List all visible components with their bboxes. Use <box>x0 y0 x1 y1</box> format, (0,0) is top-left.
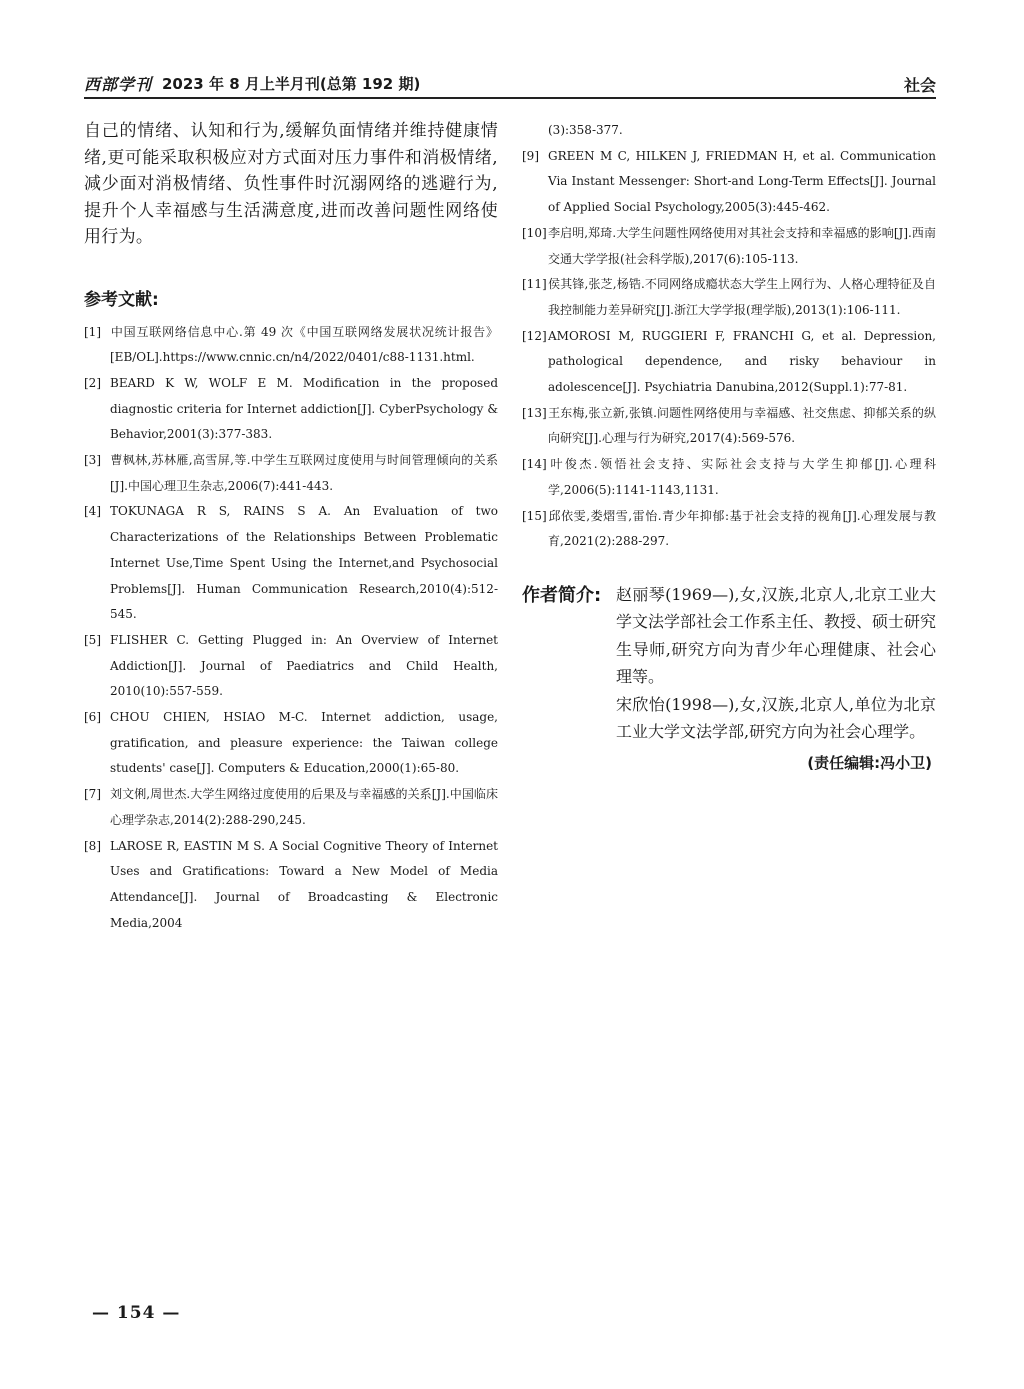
reference-item: [4] TOKUNAGA R S, RAINS S A. An Evaluation of two Characterizations of the Relationships Between Problematic Internet Use,Time Spent Using the Internet,and Psychosocial Problems[J]. Human Communication Research,2010(4):512-545. <box>84 504 498 622</box>
journal-name: 西部学刊 <box>84 75 153 94</box>
page-number: — 154 — <box>92 1303 181 1323</box>
header-divider <box>84 97 936 99</box>
references-list-right <box>522 144 936 555</box>
reference-item: [9] GREEN M C, HILKEN J, FRIEDMAN H, et al. Communication Via Instant Messenger: Short-and Long-Term Effects[J]. Journal of Applied Social Psychology,2005(3):445-462. <box>522 148 936 215</box>
left-column <box>84 118 498 936</box>
reference-item: [13]王东梅,张立新,张镇.问题性网络使用与幸福感、社交焦虑、抑郁关系的纵向研究[J].心理与行为研究,2017(4):569-576. <box>522 405 936 446</box>
reference-item: [5] FLISHER C. Getting Plugged in: An Overview of Internet Addiction[J]. Journal of Paediatrics and Child Health, 2010(10):557-559. <box>84 632 498 699</box>
reference-item: [11]侯其锋,张芝,杨锆.不同网络成瘾状态大学生上网行为、人格心理特征及自我控制能力差异研究[J].浙江大学学报(理学版),2013(1):106-111. <box>522 277 936 317</box>
reference-item: [6] CHOU CHIEN, HSIAO M-C. Internet addiction, usage, gratification, and pleasure experience: the Taiwan college students' case[J]. Computers & Education,2000(1):65-80. <box>84 710 498 776</box>
reference-continuation: (3):358-377. <box>548 123 623 137</box>
author-introduction <box>522 581 936 746</box>
body-paragraph: 自己的情绪、认知和行为,缓解负面情绪并维持健康情绪,更可能采取积极应对方式面对压力事件和消极情绪,减少面对消极情绪、负性事件时沉溺网络的逃避行为,提升个人幸福感与生活满意度,进而改善问题性网络使用行为。 <box>84 121 498 247</box>
references-heading: 参考文献: <box>84 289 159 310</box>
reference-item: [10]李启明,郑琦.大学生问题性网络使用对其社会支持和幸福感的影响[J].西南交通大学学报(社会科学版),2017(6):105-113. <box>522 225 936 266</box>
responsible-editor: (责任编辑:冯小卫) <box>807 753 932 772</box>
section-name: 社会 <box>903 76 936 95</box>
reference-item: [3] 曹枫林,苏林雁,高雪屏,等.中学生互联网过度使用与时间管理倾向的关系[J].中国心理卫生杂志,2006(7):441-443. <box>84 453 498 493</box>
page-header <box>84 70 936 100</box>
issue-info: 2023 年 8 月上半月刊(总第 192 期) <box>162 75 421 93</box>
reference-item: [7] 刘文俐,周世杰.大学生网络过度使用的后果及与幸福感的关系[J].中国临床心理学杂志,2014(2):288-290,245. <box>84 787 498 827</box>
author-bio-2: 宋欣怡(1998—),女,汉族,北京人,单位为北京工业大学文法学部,研究方向为社会心理学。 <box>616 694 936 742</box>
reference-item: [2] BEARD K W, WOLF E M. Modification in the proposed diagnostic criteria for Internet addiction[J]. CyberPsychology & Behavior,2001(3):377-383. <box>84 375 498 442</box>
reference-item: [12]AMOROSI M, RUGGIERI F, FRANCHI G, et al. Depression, pathological dependence, and risky behaviour in adolescence[J]. Psychiatria Danubina,2012(Suppl.1):77-81. <box>522 328 936 395</box>
author-bio-1: 赵丽琴(1969—),女,汉族,北京人,北京工业大学文法学部社会工作系主任、教授、硕士研究生导师,研究方向为青少年心理健康、社会心理等。 <box>616 584 937 687</box>
right-column <box>522 118 936 773</box>
reference-item: [15]邱依雯,娄熠雪,雷怡.青少年抑郁:基于社会支持的视角[J].心理发展与教育,2021(2):288-297. <box>522 508 936 549</box>
reference-item: [8] LAROSE R, EASTIN M S. A Social Cognitive Theory of Internet Uses and Gratifications: Toward a New Model of Media Attendance[J]. Journal of Broadcasting & Electronic Media,2004 <box>84 838 498 930</box>
reference-item: [1] 中国互联网络信息中心.第 49 次《中国互联网络发展状况统计报告》[EB/OL].https://www.cnnic.cn/n4/2022/0401/c88-1131.html. <box>84 324 498 365</box>
reference-item: [14]叶俊杰.领悟社会支持、实际社会支持与大学生抑郁[J].心理科学,2006(5):1141-1143,1131. <box>522 457 936 497</box>
author-intro-label: 作者简介: <box>522 584 602 606</box>
references-list-left <box>84 320 498 937</box>
